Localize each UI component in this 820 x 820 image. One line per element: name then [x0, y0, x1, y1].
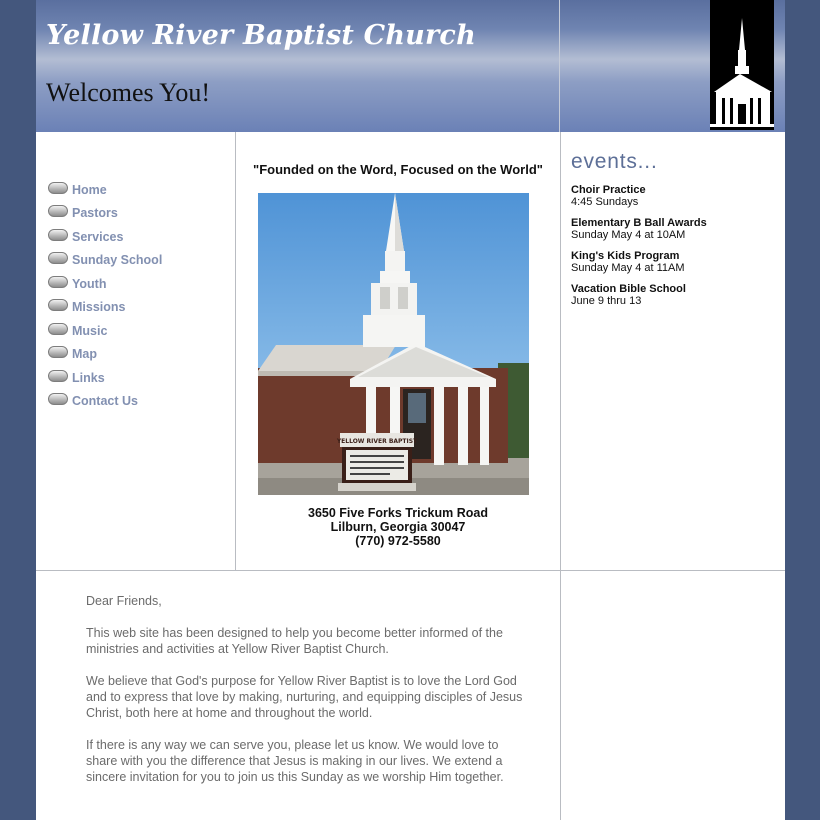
church-motto: "Founded on the Word, Focused on the World" [253, 162, 543, 177]
nav-label: Music [72, 323, 108, 338]
event-name: Elementary B Ball Awards [571, 217, 707, 229]
nav-pill-icon [48, 276, 68, 288]
church-photo [258, 193, 529, 495]
events-title: events... [571, 150, 658, 173]
nav-item-links[interactable] [48, 366, 228, 390]
event-item [571, 250, 771, 274]
nav-pill-icon [48, 229, 68, 241]
page [36, 0, 785, 820]
letter-paragraph: We believe that God's purpose for Yellow River Baptist is to love the Lord God and to express that love by making, nurturing, and equipping disciples of Jesus Christ, both here at home and throughout the world. [86, 674, 523, 720]
welcome-letter [86, 593, 526, 801]
header-banner [36, 0, 785, 132]
nav-label: Home [72, 182, 107, 197]
nav-label: Contact Us [72, 394, 138, 409]
events-list [571, 184, 771, 316]
nav-item-sunday-school[interactable] [48, 249, 228, 273]
church-steeple-logo [710, 0, 774, 130]
site-title: Yellow River Baptist Church [46, 20, 476, 51]
event-name: Vacation Bible School [571, 283, 686, 295]
nav-item-youth[interactable] [48, 272, 228, 296]
divider-events [560, 132, 561, 820]
sign-text: YELLOW RIVER BAPTIST [336, 438, 418, 445]
church-address [236, 506, 560, 548]
header-title-panel [36, 0, 560, 132]
nav-label: Links [72, 370, 105, 385]
letter-paragraph: This web site has been designed to help you become better informed of the ministries and activities at Yellow River Baptist Church. [86, 626, 503, 656]
nav-label: Youth [72, 276, 107, 291]
nav-pill-icon [48, 252, 68, 264]
nav-pill-icon [48, 299, 68, 311]
letter-paragraph: If there is any way we can serve you, please let us know. We would love to share with you the difference that Jesus is making in our lives. We extend a sincere invitation for you to join us this Sunday as we worship Him together. [86, 738, 504, 784]
address-street: 3650 Five Forks Trickum Road [308, 506, 488, 520]
nav-label: Services [72, 229, 124, 244]
nav-pill-icon [48, 323, 68, 335]
divider-nav [235, 132, 236, 570]
nav-item-pastors[interactable] [48, 202, 228, 226]
nav-pill-icon [48, 393, 68, 405]
nav-pill-icon [48, 370, 68, 382]
nav-label: Map [72, 347, 97, 362]
nav-item-services[interactable] [48, 225, 228, 249]
event-when: Sunday May 4 at 10AM [571, 229, 686, 241]
nav-item-contact-us[interactable] [48, 390, 228, 414]
nav-pill-icon [48, 205, 68, 217]
event-name: Choir Practice [571, 184, 646, 196]
nav-item-map[interactable] [48, 343, 228, 367]
divider-content [36, 570, 785, 571]
nav-label: Missions [72, 300, 126, 315]
event-when: 4:45 Sundays [571, 196, 639, 208]
nav-item-missions[interactable] [48, 296, 228, 320]
address-phone: (770) 972-5580 [355, 534, 441, 548]
site-subtitle: Welcomes You! [46, 78, 211, 107]
nav-pill-icon [48, 346, 68, 358]
nav-item-home[interactable] [48, 178, 228, 202]
event-when: Sunday May 4 at 11AM [571, 262, 685, 274]
event-name: King's Kids Program [571, 250, 680, 262]
nav-item-music[interactable] [48, 319, 228, 343]
nav-label: Pastors [72, 206, 118, 221]
event-item [571, 184, 771, 208]
event-when: June 9 thru 13 [571, 295, 642, 307]
main-nav [48, 178, 228, 413]
address-city: Lilburn, Georgia 30047 [330, 520, 466, 534]
event-item [571, 217, 771, 241]
letter-greeting: Dear Friends, [86, 594, 162, 608]
event-item [571, 283, 771, 307]
nav-label: Sunday School [72, 253, 163, 268]
nav-pill-icon [48, 182, 68, 194]
